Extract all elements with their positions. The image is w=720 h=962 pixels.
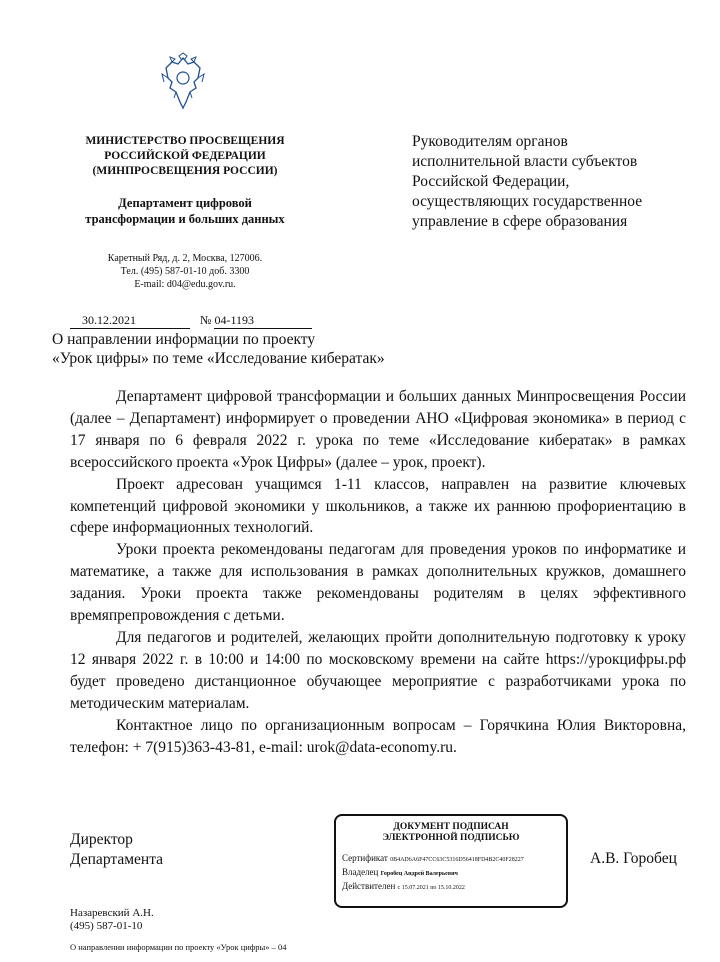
electronic-signature-stamp — [334, 814, 568, 908]
document-date-number — [70, 313, 312, 329]
signer-name: А.В. Горобец — [590, 850, 677, 867]
stamp-title-2: ЭЛЕКТРОННОЙ ПОДПИСЬЮ — [382, 833, 520, 843]
body-paragraph-3: Уроки проекта рекомендованы педагогам для проведения уроков по информатике и математике, а также для использования в рамках дополнительных кружков, домашнего задания. Уроки проекта также рекомендованы родителям в целях эффективного времяпрепровождения с детьми. — [70, 541, 686, 625]
stamp-certificate-row — [342, 852, 560, 866]
valid-value: с 15.07.2021 по 15.10.2022 — [397, 885, 465, 891]
recipient-line-2: исполнительной власти субъектов — [412, 153, 638, 170]
owner-label: Владелец — [342, 867, 379, 877]
recipient-line-1: Руководителям органов — [412, 133, 568, 150]
body-paragraph-2: Проект адресован учащимся 1-11 классов, направлен на развитие ключевых компетенций цифровой экономики у школьников, а также их раннюю профориентацию в сфере информационных технологий. — [70, 475, 686, 537]
recipient-line-3: Российской Федерации, — [412, 173, 570, 190]
subject-line-1: О направлении информации по проекту — [52, 331, 316, 348]
ministry-line-1: МИНИСТЕРСТВО ПРОСВЕЩЕНИЯ — [85, 135, 285, 147]
address-line-1: Каретный Ряд, д. 2, Москва, 127006. — [107, 253, 263, 264]
page-footer: О направлении информации по проекту «Урок цифры» – 04 — [70, 942, 287, 952]
letter-body — [70, 386, 686, 758]
coat-of-arms-icon — [158, 52, 208, 112]
department-line-2: трансформации и больших данных — [85, 212, 285, 226]
position-line-2: Департамента — [70, 851, 164, 868]
ministry-line-3: (МИНПРОСВЕЩЕНИЯ РОССИИ) — [92, 165, 278, 177]
ministry-name — [55, 134, 315, 179]
recipient-line-5: управление в сфере образования — [412, 213, 628, 230]
department-line-1: Департамент цифровой — [118, 196, 252, 210]
executor-block — [70, 907, 154, 933]
department-name — [55, 195, 315, 227]
ministry-line-2: РОССИЙСКОЙ ФЕДЕРАЦИИ — [104, 150, 266, 162]
executor-name: Назаревский А.Н. — [70, 907, 154, 919]
address-line-2: Тел. (495) 587-01-10 доб. 3300 — [120, 266, 250, 277]
address-line-3: E-mail: d04@edu.gov.ru. — [134, 279, 236, 290]
stamp-title-1: ДОКУМЕНТ ПОДПИСАН — [393, 822, 509, 832]
body-paragraph-4: Для педагогов и родителей, желающих пройти дополнительную подготовку к уроку 12 января 2022 г. в 10:00 и 14:00 по московскому времени на сайте https://урокцифры.рф будет проведено дистанционное обучающее мероприятие с разработчиками урока по методическим материалам. — [70, 628, 686, 712]
number-prefix: № — [200, 313, 212, 327]
stamp-valid-row — [342, 880, 560, 894]
signer-position — [70, 830, 163, 870]
position-line-1: Директор — [70, 831, 133, 848]
executor-phone: (495) 587-01-10 — [70, 920, 143, 932]
document-date: 30.12.2021 — [70, 313, 190, 329]
recipient-line-4: осуществляющих государственное — [412, 193, 643, 210]
address-block — [55, 252, 315, 291]
owner-value: Горобец Андрей Валерьевич — [380, 871, 458, 877]
cert-value: 0B4AD6A6F47CC63C5316D56418FD4B2C40F28227 — [390, 857, 524, 863]
recipient-block — [412, 132, 712, 232]
valid-label: Действителен — [342, 881, 396, 891]
subject — [52, 330, 385, 368]
body-paragraph-5: Контактное лицо по организационным вопросам – Горячкина Юлия Викторовна, телефон: + 7(915)363-43-81, e-mail: urok@data-economy.ru. — [70, 716, 686, 756]
stamp-owner-row — [342, 866, 560, 880]
subject-line-2: «Урок цифры» по теме «Исследование кибератак» — [52, 350, 385, 367]
body-paragraph-1: Департамент цифровой трансформации и больших данных Минпросвещения России (далее – Департамент) информирует о проведении АНО «Цифровая экономика» в период с 17 января по 6 февраля 2022 г. урока по теме «Исследование кибератак» в рамках всероссийского проекта «Урок Цифры» (далее – урок, проект). — [70, 388, 686, 471]
cert-label: Сертификат — [342, 853, 388, 863]
document-number: 04-1193 — [214, 313, 312, 329]
